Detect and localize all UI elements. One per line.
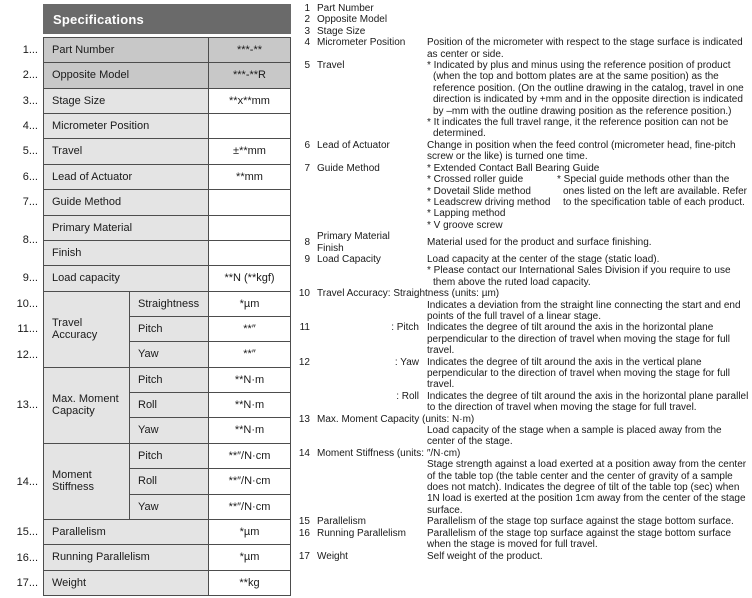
definition-number: 4: [304, 37, 310, 49]
definition-row: [296, 140, 750, 163]
definition-label: Load Capacity: [317, 253, 381, 265]
row-number: 6...: [22, 170, 38, 183]
definition-row: [296, 288, 750, 299]
spec-value-cell: **N·m: [209, 418, 290, 442]
row-number: 2...: [22, 69, 38, 82]
definition-label: [317, 231, 427, 254]
row-number: 5...: [22, 145, 38, 158]
row-number: 11...: [17, 323, 38, 336]
definition-label: : Roll: [396, 390, 419, 402]
definition-number: 1: [304, 3, 310, 14]
definition-desc: Indicates a deviation from the straight line connecting the start and end points of the full travel of a linear stage.: [427, 299, 741, 322]
definition-row: [296, 391, 750, 414]
row-number-gutter: [0, 37, 43, 596]
row-number: 12...: [16, 348, 38, 361]
spec-sublabel-cell: Roll: [130, 469, 208, 493]
spec-value-cell: [209, 216, 290, 240]
definition-number: 14: [298, 447, 310, 459]
spec-label-cell: Parallelism: [44, 520, 208, 544]
definition-number: 13: [298, 413, 310, 425]
spec-label-cell: Weight: [44, 571, 208, 595]
row-number: 14...: [16, 475, 38, 488]
definition-label: Micrometer Position: [317, 37, 406, 49]
spec-group-cell: Travel Accuracy: [44, 292, 129, 367]
definition-number: 2: [304, 14, 310, 26]
definition-label: Opposite Model: [317, 14, 388, 26]
definition-row: [296, 414, 750, 425]
definition-desc: Load capacity of the stage when a sample is placed away from the center of the stage.: [427, 425, 722, 448]
definition-row: [296, 3, 750, 14]
spec-sublabel-cell: Yaw: [130, 495, 208, 519]
spec-value-cell: **″: [209, 317, 290, 341]
definition-number: 9: [304, 253, 310, 265]
spec-group-cell: Max. Moment Capacity: [44, 368, 129, 443]
definition-number: 6: [304, 139, 310, 151]
definition-number: 10: [298, 288, 310, 300]
spec-value-cell: *µm: [209, 520, 290, 544]
spec-label-cell: Opposite Model: [44, 63, 208, 87]
definition-row: [296, 231, 750, 254]
definition-label: : Yaw: [394, 356, 419, 368]
definition-desc: [427, 60, 750, 140]
spec-value-cell: **″: [209, 342, 290, 366]
definition-row: [296, 60, 750, 140]
definition-label: Weight: [317, 550, 348, 562]
spec-value-cell: ±**mm: [209, 139, 290, 163]
guide-method-item: * V groove screw: [427, 219, 503, 231]
guide-method-item: * Lapping method: [427, 208, 506, 220]
guide-method-item: * Dovetail Slide method: [427, 185, 531, 197]
definition-heading: Travel Accuracy: Straightness (units: µm): [317, 288, 500, 300]
spec-label-cell: Finish: [44, 241, 208, 265]
definition-label: Part Number: [317, 3, 374, 14]
spec-value-cell: **N (**kgf): [209, 266, 290, 290]
spec-sublabel-cell: Pitch: [130, 368, 208, 392]
definition-label: Stage Size: [317, 25, 366, 37]
spec-sublabel-cell: Yaw: [130, 418, 208, 442]
spec-label-cell: Lead of Actuator: [44, 165, 208, 189]
spec-label-cell: Load capacity: [44, 266, 208, 290]
specifications-title: Specifications: [43, 4, 291, 34]
spec-value-cell: **kg: [209, 571, 290, 595]
definition-label: Travel: [317, 60, 345, 72]
spec-label-cell: Primary Material: [44, 216, 208, 240]
guide-method-item: * Crossed roller guide: [427, 174, 524, 186]
definition-bullet: * Please contact our International Sales Division if you require to use them above the ruted load capacity.: [427, 265, 731, 288]
definition-desc: Parallelism of the stage top surface against the stage bottom surface when the stage is moved for full travel.: [427, 527, 732, 551]
definition-bullet: * Indicated by plus and minus using the reference position of product (when the top and bottom plates are at the same position) as the reference position. (On the outline drawing in the catalog, travel in one direction is indicated by +mm and in the opposite direction is indicated by –mm with the outline drawing position as the reference position.): [427, 60, 744, 117]
definition-row: [296, 26, 750, 37]
spec-label-cell: Travel: [44, 139, 208, 163]
row-number: 15...: [16, 526, 38, 539]
row-number: 9...: [22, 272, 38, 285]
definition-desc: Material used for the product and surface finishing.: [427, 236, 652, 248]
definition-number: 8: [304, 236, 310, 248]
definition-number: 12: [298, 356, 310, 368]
spec-value-cell: **N·m: [209, 393, 290, 417]
spec-value-cell: **N·m: [209, 368, 290, 392]
definition-row: [296, 37, 750, 60]
definition-row: [296, 551, 750, 562]
definitions-panel: [296, 3, 750, 562]
definition-number: 17: [298, 550, 310, 562]
row-number: 17...: [16, 577, 38, 590]
definition-heading: Max. Moment Capacity (units: N·m): [317, 413, 475, 425]
specifications-table: [0, 4, 291, 596]
definition-desc: [427, 163, 750, 231]
spec-value-cell: [209, 114, 290, 138]
spec-value-cell: **″/N·cm: [209, 444, 290, 468]
definition-number: 16: [298, 527, 310, 539]
definition-row: [296, 448, 750, 459]
spec-value-cell: **mm: [209, 165, 290, 189]
definition-desc: Self weight of the product.: [427, 550, 543, 562]
definition-row: [296, 528, 750, 551]
definition-desc-line: Load capacity at the center of the stage (static load).: [427, 253, 660, 265]
definition-label: Running Parallelism: [317, 527, 406, 539]
definition-label: Lead of Actuator: [317, 139, 390, 151]
spec-value-cell: **″/N·cm: [209, 469, 290, 493]
definition-desc: Parallelism of the stage top surface against the stage bottom surface.: [427, 516, 734, 528]
definition-desc: Indicates the degree of tilt around the axis in the vertical plane perpendicular to the direction of travel when moving the stage for full travel.: [427, 356, 730, 391]
spec-label-cell: Stage Size: [44, 89, 208, 113]
spec-sublabel-cell: Pitch: [130, 317, 208, 341]
row-number: 7...: [22, 196, 38, 209]
spec-sublabel-cell: Straightness: [130, 292, 208, 316]
definition-heading: Moment Stiffness (units: ″/N·cm): [317, 447, 461, 459]
spec-sublabel-cell: Roll: [130, 393, 208, 417]
guide-method-columns: [427, 174, 750, 231]
specifications-body: [0, 37, 291, 596]
definition-row: [296, 516, 750, 527]
definition-label: Guide Method: [317, 162, 380, 174]
spec-value-cell: [209, 241, 290, 265]
spec-label-cell: Part Number: [44, 38, 208, 62]
definition-label: : Pitch: [391, 322, 419, 334]
guide-method-list: [427, 174, 557, 231]
definition-label: Parallelism: [317, 516, 366, 528]
spec-value-cell: [209, 190, 290, 214]
definition-number: 3: [304, 25, 310, 37]
row-number: 1...: [22, 43, 38, 56]
definition-row: [296, 254, 750, 288]
spec-label-cell: Guide Method: [44, 190, 208, 214]
spec-value-cell: **″/N·cm: [209, 495, 290, 519]
definition-number: 15: [298, 516, 310, 528]
definition-bullet: * It indicates the full travel range, it the reference position can not be determined.: [427, 117, 729, 140]
definition-number: 5: [304, 60, 310, 72]
definition-desc: Indicates the degree of tilt around the axis in the horizontal plane perpendicular to the direction of travel when moving the stage for full travel.: [427, 322, 730, 357]
definition-label-line: Primary Material: [317, 231, 390, 243]
spec-label-cell: Running Parallelism: [44, 545, 208, 569]
spec-label-cell: Micrometer Position: [44, 114, 208, 138]
definition-desc: Position of the micrometer with respect to the stage surface is indicated as center or side.: [427, 37, 743, 60]
definition-desc: Stage strength against a load exerted at a position away from the center of the table top (the table center and the center of gravity of a sample does not match). Indicates the degree of tilt of the table top (sec) when 1N load is exerted at the position 1cm away from the center of the stage surface.: [427, 459, 747, 516]
row-number: 8...: [22, 234, 38, 247]
spec-value-cell: ***-**: [209, 38, 290, 62]
definition-label-line: Finish: [317, 242, 344, 254]
row-number: 4...: [22, 119, 38, 132]
guide-method-item: * Leadscrew driving method: [427, 196, 551, 208]
spec-grid: [43, 37, 291, 596]
definition-desc: Change in position when the feed control (micrometer head, fine-pitch screw or the like) is turned one time.: [427, 139, 736, 163]
definition-row: [296, 322, 750, 356]
row-number: 10...: [16, 297, 38, 310]
definition-number: 11: [299, 322, 310, 334]
row-number: 13...: [16, 399, 38, 412]
row-number: 3...: [22, 94, 38, 107]
definition-row: [296, 357, 750, 391]
row-number: 16...: [16, 551, 38, 564]
spec-value-cell: *µm: [209, 292, 290, 316]
spec-value-cell: *µm: [209, 545, 290, 569]
spec-value-cell: **x**mm: [209, 89, 290, 113]
definition-desc: [427, 254, 750, 288]
spec-group-cell: Moment Stiffness: [44, 444, 129, 519]
spec-sublabel-cell: Yaw: [130, 342, 208, 366]
definition-number: 7: [304, 162, 310, 174]
guide-method-line: * Extended Contact Ball Bearing Guide: [427, 162, 600, 174]
guide-method-note: * Special guide methods other than the ones listed on the left are available. Refer to the specification table of each product.: [557, 174, 747, 208]
spec-value-cell: ***-**R: [209, 63, 290, 87]
definition-row: [296, 163, 750, 231]
spec-sublabel-cell: Pitch: [130, 444, 208, 468]
definition-desc: Indicates the degree of tilt around the axis in the horizontal plane parallel to the direction of travel when moving the stage for full travel.: [427, 390, 749, 414]
definition-row: [296, 14, 750, 25]
